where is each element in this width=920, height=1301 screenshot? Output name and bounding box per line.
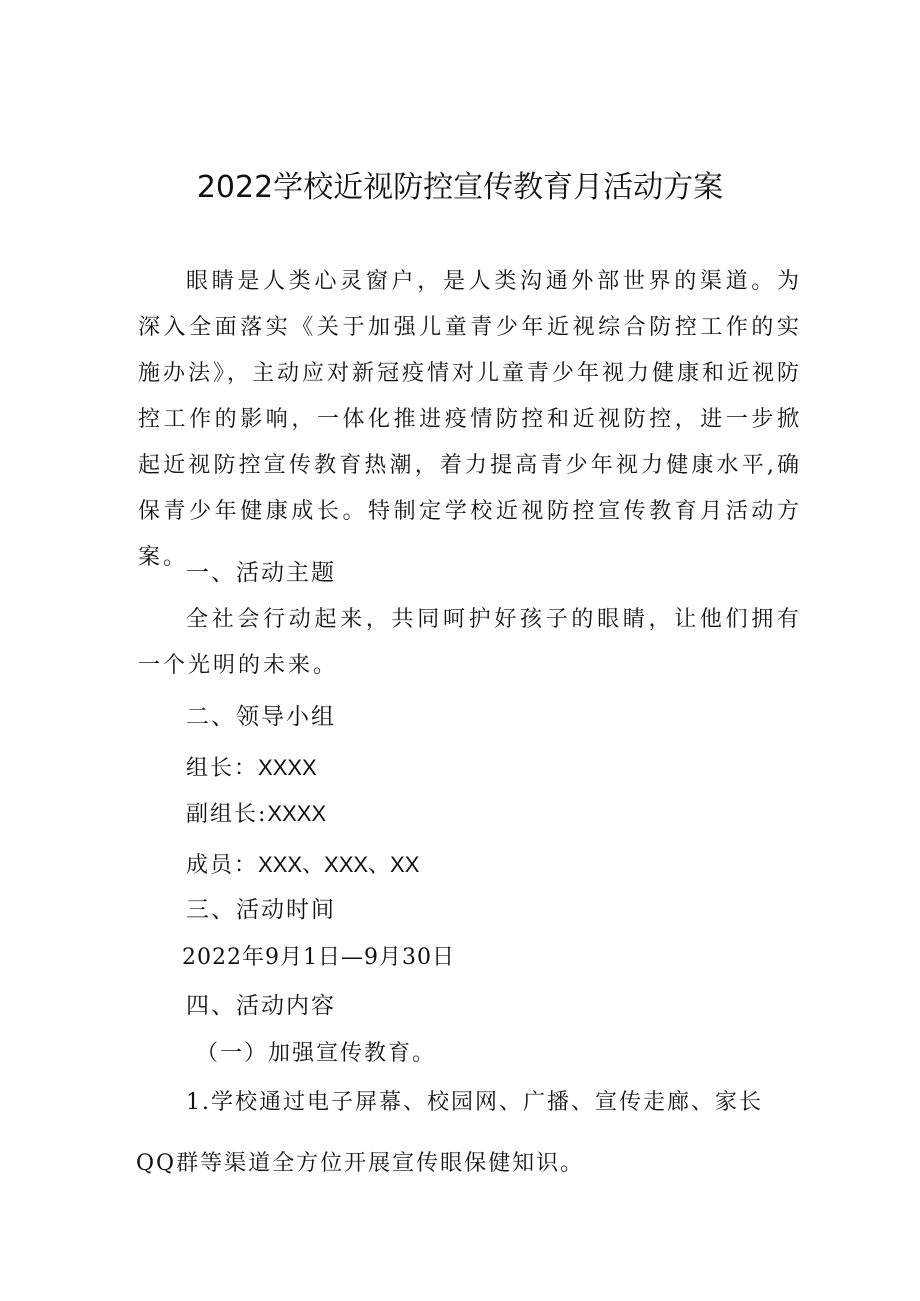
leader-value: XXXX [258,755,317,780]
deputy-leader-row [186,798,326,831]
members-label: 成员： [186,853,259,878]
theme-paragraph: 全社会行动起来，共同呵护好孩子的眼睛，让他们拥有一个光明的未来。 [138,607,802,678]
subsection-publicity: （一）加强宣传教育。 [196,1041,437,1066]
section-heading-time: 三、活动时间 [186,897,336,923]
section-heading-theme: 一、活动主题 [186,560,336,586]
leader-label: 组长： [186,756,259,781]
leader-row [186,752,317,785]
section-heading-leadership: 二、领导小组 [186,704,336,730]
item1-line1: 1.学校通过电子屏幕、校园网、广播、宣传走廊、家长 [186,1090,763,1115]
intro-paragraph: 眼睛是人类心灵窗户，是人类沟通外部世界的渠道。为深入全面落实《关于加强儿童青少年近视综合防控工作的实施办法》，主动应对新冠疫情对儿童青少年视力健康和近视防控工作的影响，一体化推进疫情防控和近视防控，进一步掀起近视防控宣传教育热潮，着力提高青少年视力健康水平,确保青少年健康成长。特制定学校近视防控宣传教育月活动方案。 [138,269,803,570]
members-value: XXX、XXX、XX [258,852,420,877]
deputy-leader-value: XXXX [267,801,327,826]
section-heading-content: 四、活动内容 [186,993,336,1019]
activity-time: 2022年9月1日—9月30日 [182,945,455,970]
page-title: 2022学校近视防控宣传教育月活动方案 [196,170,724,205]
item1-line2: QQ群等渠道全方位开展宣传眼保健知识。 [136,1151,585,1176]
deputy-leader-label: 副组长: [186,802,268,827]
members-row [186,849,419,882]
